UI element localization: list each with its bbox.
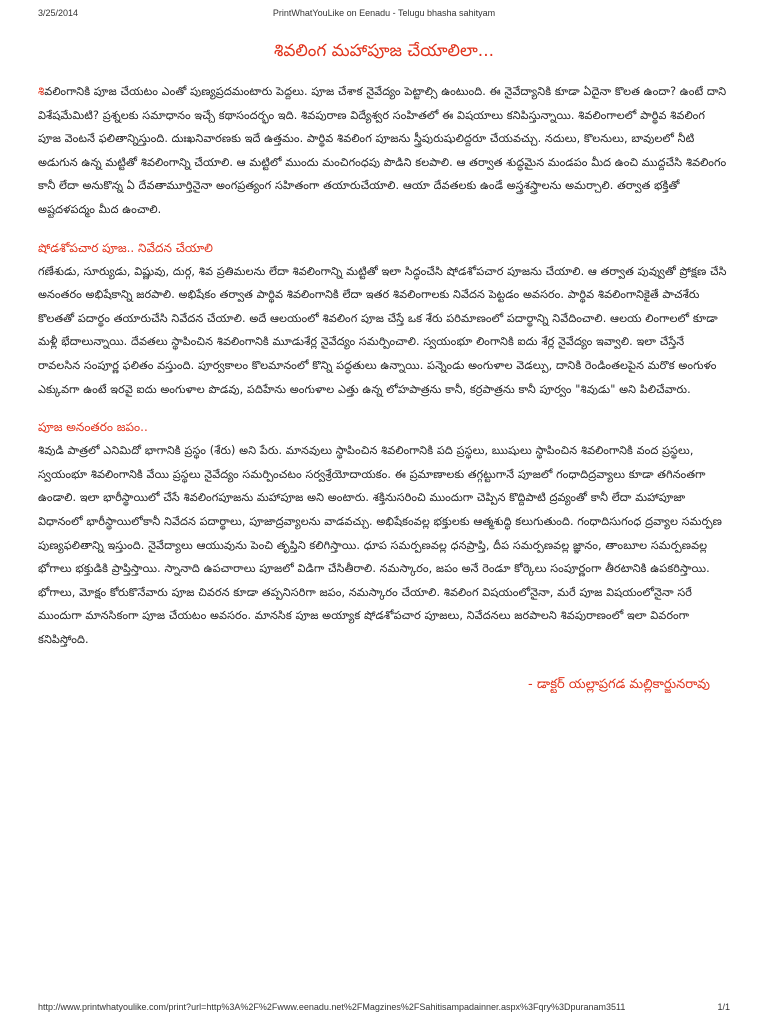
print-date: 3/25/2014 (38, 8, 79, 18)
drop-cap: శి (38, 85, 45, 98)
section-heading: పూజ అనంతరం జపం.. (38, 420, 148, 435)
intro-paragraph (38, 80, 730, 222)
print-page-title: PrintWhatYouLike on Eenadu - Telugu bhasha sahityam (272, 8, 496, 18)
article-title: శివలింగ మహాపూజ చేయాలిలా... (273, 41, 495, 61)
source-url: http://www.printwhatyoulike.com/print?url=http%3A%2F%2Fwww.eenadu.net%2FMagzines%2FSahitisampadainner.aspx%3Fqry%3Dpuranam3511 (38, 1002, 626, 1012)
print-header (38, 8, 730, 22)
article (38, 40, 730, 695)
print-footer (38, 1002, 730, 1016)
section-paragraph: గణేశుడు, సూర్యుడు, విష్ణువు, దుర్గ, శివ ప్రతిమలను లేదా శివలింగాన్ని మట్టితో ఇలా సిద్ధంచేసి షోడశోపచార పూజను చేయాలి. ఆ తర్వాత పువ్వుతో ప్రోక్షణ చేసి అనంతరం అభిషేకాన్ని జరపాలి. అభిషేకం తర్వాత పార్థివ శివలింగానికి లేదా ఇతర శివలింగాలకు నివేదన పెట్టడం అవసరం. పార్థివ శివలింగానికైతే పాచశేరు కొలతతో పదార్థం తయారుచేసి నివేదన చేయాలి. అదే ఆలయంలో శివలింగ పూజ చేస్తే ఒక శేరు పరిమాణంలో పదార్థాన్ని నివేదించాలి. ఆలయ లింగాలలో కూడా మళ్లీ భేదాలున్నాయి. దేవతలు స్థాపించిన శివలింగానికి మూడుశేర్ల నైవేద్యం సమర్పించాలి. స్వయంభూ లింగానికి ఐదు శేర్ల నైవేద్యం ఇవ్వాలి. ఇలా చేస్తేనే రావలసిన సంపూర్ణ ఫలితం వస్తుంది. పూర్వకాలం కొలమానంలో కొన్ని పద్ధతులు ఉన్నాయి. పన్నెండు అంగుళాల వెడల్పు, దానికి రెండింతలపైన మరొక అంగుళం ఎక్కువగా ఉంటే ఇరవై ఐదు అంగుళాల పొడవు, పదిహేను అంగుళాల ఎత్తు ఉన్న లోహపాత్రను కానీ, కర్రపాత్రను కానీ పూర్వం "శివుడు" అని పిలిచేవారు. (38, 264, 727, 396)
intro-text: వలింగానికి పూజ చేయటం ఎంతో పుణ్యప్రదమంటారు పెద్దలు. పూజ చేశాక నైవేద్యం పెట్టాల్సి ఉంటుంది. ఈ నైవేద్యానికి కూడా ఏదైనా కొలత ఉందా? ఉంటే దాని విశేషమేమిటి? ప్రశ్నలకు సమాధానం ఇచ్చే కథాసందర్భం ఇది. శివపురాణ విద్యేశ్వర సంహితలో ఈ విషయాలు కనిపిస్తున్నాయి. శివలింగాలలో పార్థివ శివలింగ పూజ వెంటనే ఫలితాన్నిస్తుంది. దుఃఖనివారణకు ఇదే ఉత్తమం. పార్థివ శివలింగ పూజను స్త్రీపురుషులిద్దరూ చేయవచ్చు. నదులు, కొలనులు, బావులలో నీటి అడుగున ఉన్న మట్టితో శివలింగాన్ని చేయాలి. ఆ మట్టిలో ముందు మంచిగంధపు పొడిని కలపాలి. ఆ తర్వాత శుద్ధమైన మండపం మీద ఉంచి ముద్దచేసి శివలింగం కానీ లేదా అనుకొన్న ఏ దేవతామూర్తినైనా అంగప్రత్యంగ సహితంగా తయారుచేయాలి. ఆయా దేవతలకు ఉండే అస్త్రశస్త్రాలను అమర్చాలి. తర్వాత భక్తితో అష్టదళపద్మం మీద ఉంచాలి. (38, 85, 727, 216)
author-byline: - డాక్టర్ యల్లాప్రగడ మల్లికార్జునరావు (528, 677, 710, 693)
section-paragraph: శివుడి పాత్రలో ఎనిమిదో భాగానికి ప్రస్థం (శేరు) అని పేరు. మానవులు స్థాపించిన శివలింగానికి పది ప్రస్థలు, ఋషులు స్థాపించిన శివలింగానికి వంద ప్రస్థలు, స్వయంభూ శివలింగానికి వేయి ప్రస్థలు నైవేద్యం సమర్పించటం సర్వశ్రేయోదాయకం. ఈ ప్రమాణాలకు తగ్గట్టుగానే పూజలో గంధాదిద్రవ్యాలు కూడా తగినంతగా ఉండాలి. ఇలా భారీస్థాయిలో చేసే శివలింగపూజను మహాపూజ అని అంటారు. శక్తినుసరించి ముందుగా చెప్పిన కొద్దిపాటి ద్రవ్యంతో కానీ లేదా మహాపూజా విధానంలో భారీస్థాయిలోకానీ నివేదన పదార్థాలు, పూజాద్రవ్యాలను వాడవచ్చు. అభిషేకంవల్ల భక్తులకు ఆత్మశుద్ధి కలుగుతుంది. గంధాదిసుగంధ ద్రవ్యాల సమర్పణ పుణ్యఫలితాన్ని ఇస్తుంది. నైవేద్యాలు ఆయువును పెంచి తృప్తిని కలిగిస్తాయి. ధూప సమర్పణవల్ల ధనప్రాప్తి, దీప సమర్పణవల్ల జ్ఞానం, తాంబూల సమర్పణవల్ల భోగాలు భక్తుడికి ప్రాప్తిస్తాయి. స్నానాది ఉపచారాలు పూజలో విడిగా చేసితీరాలి. నమస్కారం, జపం అనే రెండూ కోర్కెలు సంపూర్ణంగా తీరటానికి ఉపకరిస్తాయి. భోగాలు, మోక్షం కోరుకొనేవారు పూజ చివరన కూడా తప్పనిసరిగా జపం, నమస్కారం చేయాలి. శివలింగ విషయంలోనైనా, మరే పూజ విషయంలోనైనా సరే ముందుగా మానసికంగా పూజ చేయటం అవసరం. మానసిక పూజ అయ్యాక షోడశోపచార పూజలు, నివేదనలు జరపాలని శివపురాణంలో ఇలా వివరంగా కనిపిస్తోంది. (38, 444, 722, 646)
section-heading: షోడశోపచార పూజ.. నివేదన చేయాలి (38, 240, 213, 255)
page-number: 1/1 (717, 1002, 730, 1012)
